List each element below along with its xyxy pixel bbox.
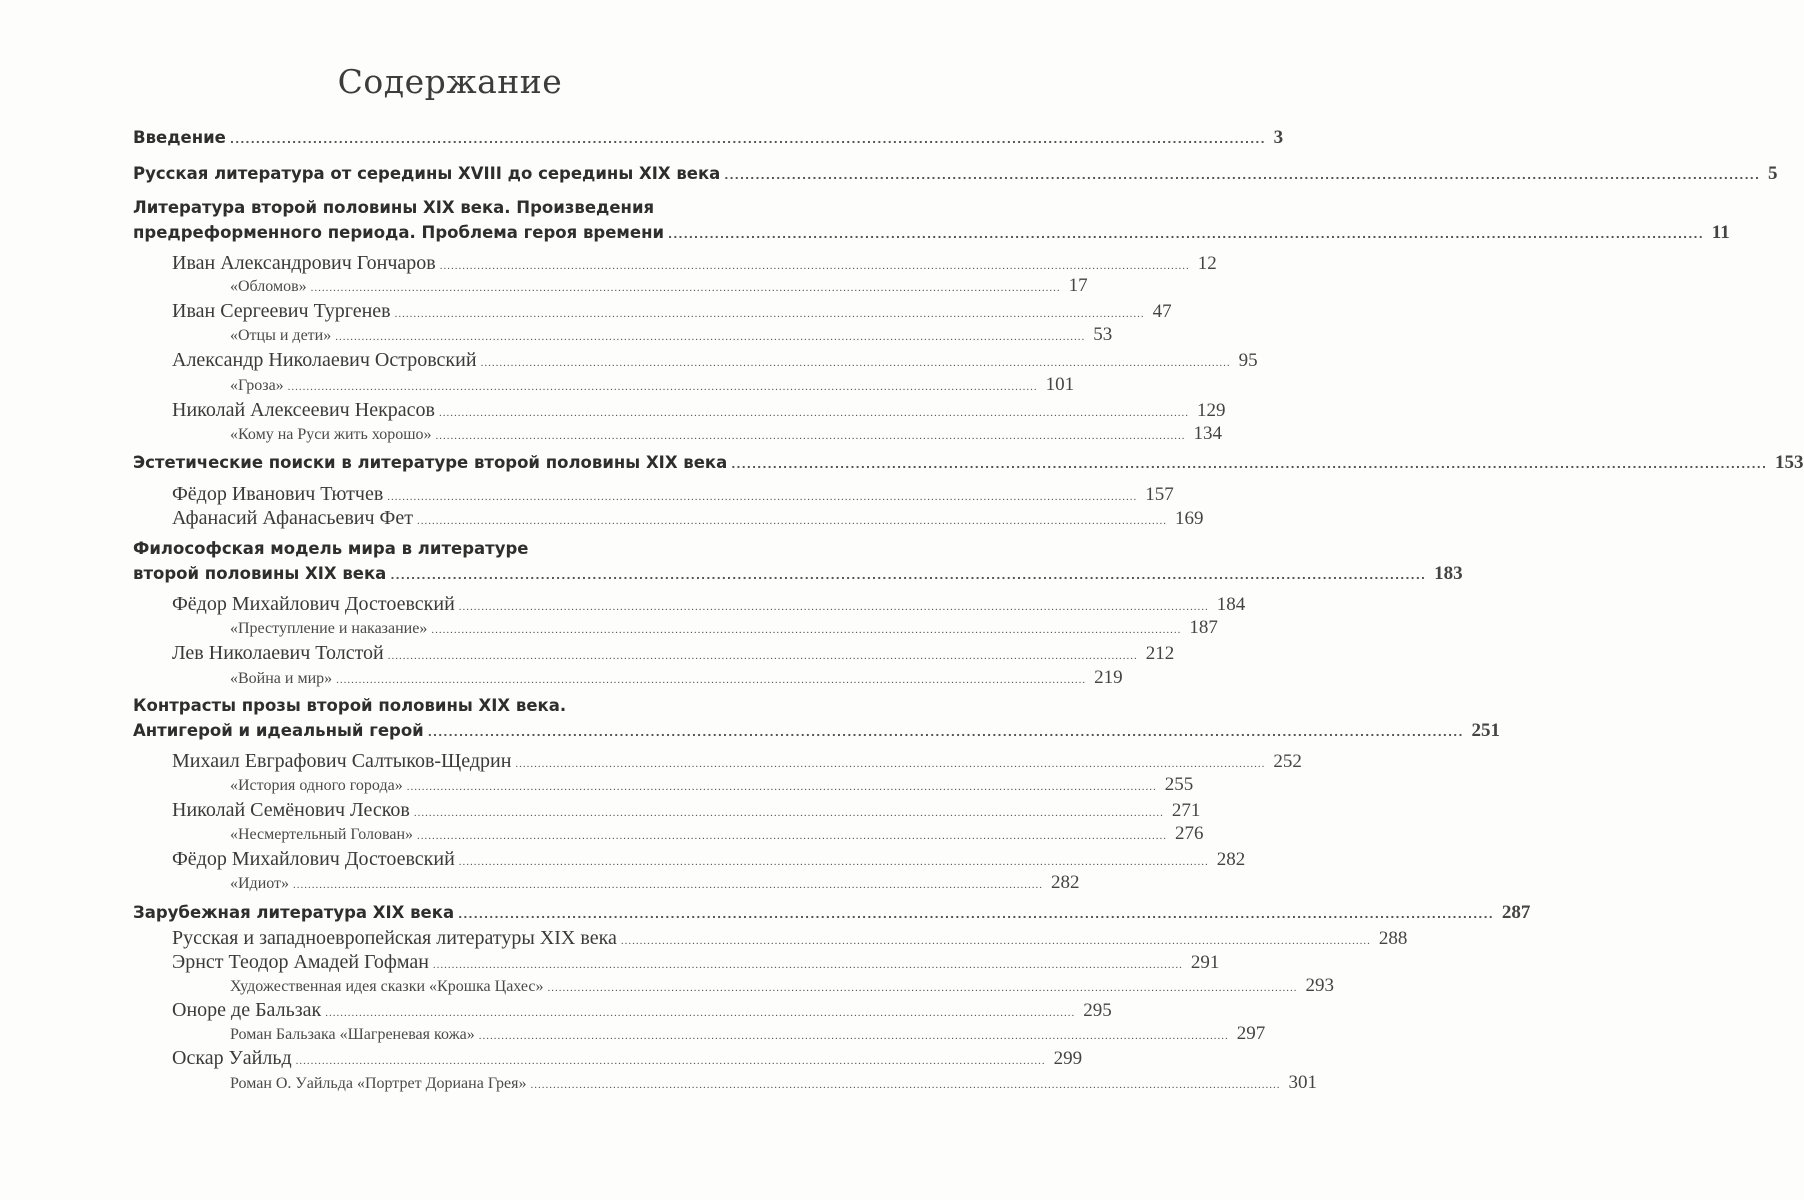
toc-entry-title: Оскар Уайльд (172, 1047, 292, 1069)
toc-section[interactable] (133, 561, 1463, 587)
toc-entry-title: Фёдор Иванович Тютчев (172, 483, 384, 505)
page-number: 184 (1216, 594, 1246, 615)
page-number: 157 (1145, 484, 1174, 505)
page-number: 187 (1189, 617, 1218, 638)
toc-section[interactable] (133, 125, 1284, 151)
toc-entry[interactable] (172, 640, 1175, 666)
dot-leader: ........................................................................................................................................................................................................ (394, 308, 1145, 320)
page-number: 53 (1093, 324, 1113, 345)
toc-entry[interactable] (172, 949, 1220, 975)
toc-entry[interactable] (230, 322, 1113, 348)
dot-leader: ........................................................................................................................................................................................................ (416, 515, 1167, 527)
toc-entry-title: «Идиот» (230, 875, 290, 892)
toc-entry-title: «Обломов» (230, 278, 307, 295)
toc-entry[interactable] (172, 846, 1246, 872)
toc-entry-title: Роман О. Уайльда «Портрет Дориана Грея» (230, 1075, 527, 1092)
toc-entry-title: Лев Николаевич Толстой (172, 642, 384, 664)
toc-entry[interactable] (230, 273, 1088, 299)
toc-entry[interactable] (230, 772, 1194, 798)
page-number: 255 (1164, 774, 1194, 795)
dot-leader: ........................................................................................................................................................................................................ (325, 1007, 1076, 1019)
toc-entry[interactable] (172, 997, 1112, 1023)
toc-heading-first-line: Философская модель мира в литературе (133, 539, 529, 558)
toc-section[interactable] (133, 161, 1778, 187)
toc-entry[interactable] (172, 748, 1302, 774)
toc-entry-title: второй половины XIX века (133, 564, 387, 583)
page-number: 293 (1305, 975, 1335, 996)
toc-entry-title: Фёдор Михайлович Достоевский (172, 593, 455, 615)
page-number: 95 (1238, 350, 1258, 371)
toc-entry[interactable] (230, 615, 1218, 641)
toc-section[interactable] (133, 450, 1804, 476)
dot-leader: ........................................................................................................................................................................................................ (458, 601, 1209, 613)
toc-entry-title: Михаил Евграфович Салтыков-Щедрин (172, 750, 512, 772)
page-number: 252 (1273, 751, 1302, 772)
toc-entry-title: Зарубежная литература XIX века (133, 903, 455, 922)
toc-entry[interactable] (230, 973, 1335, 999)
dot-leader: ........................................................................................................................................................................................................ (547, 982, 1298, 994)
dot-leader: ........................................................................................................................................................................................................ (515, 758, 1266, 770)
dot-leader: ........................................................................................................................................................................................................ (439, 260, 1190, 272)
dot-leader: ........................................................................................................................................................................................................ (427, 726, 1464, 739)
page-number: 282 (1216, 849, 1246, 870)
toc-entry-title: «Гроза» (230, 377, 284, 394)
toc-entry-title: «Война и мир» (230, 670, 333, 687)
dot-leader: ........................................................................................................................................................................................................ (417, 830, 1168, 842)
dot-leader: ........................................................................................................................................................................................................ (336, 674, 1087, 686)
dot-leader: ........................................................................................................................................................................................................ (731, 458, 1767, 471)
toc-entry-title: Введение (133, 128, 226, 147)
dot-leader: ........................................................................................................................................................................................................ (620, 935, 1371, 947)
toc-entry[interactable] (230, 1021, 1266, 1047)
toc-entry-title: Николай Алексеевич Некрасов (172, 399, 435, 421)
page-number: 287 (1501, 902, 1531, 923)
dot-leader: ........................................................................................................................................................................................................ (724, 169, 1761, 182)
dot-leader: ........................................................................................................................................................................................................ (310, 282, 1061, 294)
page-number: 169 (1174, 508, 1204, 529)
page-title: Содержание (337, 62, 563, 101)
toc-entry-title: «Отцы и дети» (230, 327, 332, 344)
dot-leader: ........................................................................................................................................................................................................ (287, 381, 1038, 393)
toc-entry-title: Иван Сергеевич Тургенев (172, 300, 391, 322)
toc-section[interactable] (133, 718, 1500, 744)
toc-entry-title: Художественная идея сказки «Крошка Цахес» (230, 978, 544, 995)
page-number: 276 (1175, 823, 1204, 844)
toc-entry-title: «История одного города» (230, 777, 403, 794)
toc-entry-title: Эстетические поиски в литературе второй половины XIX века (133, 453, 728, 472)
toc-entry[interactable] (172, 1045, 1083, 1071)
dot-leader: ........................................................................................................................................................................................................ (478, 1030, 1229, 1042)
dot-leader: ........................................................................................................................................................................................................ (435, 430, 1186, 442)
dot-leader: ........................................................................................................................................................................................................ (295, 1055, 1046, 1067)
dot-leader: ........................................................................................................................................................................................................ (390, 569, 1427, 582)
toc-entry-title: Иван Александрович Гончаров (172, 252, 436, 274)
page-number: 301 (1288, 1072, 1318, 1093)
page-number: 299 (1053, 1048, 1083, 1069)
toc-entry[interactable] (230, 1070, 1318, 1096)
toc-entry-title: предреформенного периода. Проблема героя времени (133, 223, 665, 242)
page-number: 251 (1471, 720, 1500, 741)
page-number: 153 (1775, 452, 1804, 473)
toc-entry[interactable] (230, 421, 1223, 447)
dot-leader: ........................................................................................................................................................................................................ (432, 959, 1183, 971)
toc-entry-title: «Преступление и наказание» (230, 620, 428, 637)
toc-entry[interactable] (172, 925, 1408, 951)
dot-leader: ........................................................................................................................................................................................................ (530, 1079, 1281, 1091)
toc-entry-title: Оноре де Бальзак (172, 999, 322, 1021)
toc-entry-title: «Кому на Руси жить хорошо» (230, 426, 432, 443)
dot-leader: ........................................................................................................................................................................................................ (480, 357, 1231, 369)
page-number: 17 (1068, 275, 1088, 296)
page-number: 129 (1196, 400, 1226, 421)
page-number: 291 (1190, 952, 1220, 973)
page-number: 183 (1434, 563, 1463, 584)
toc-entry-title: Афанасий Афанасьевич Фет (172, 507, 413, 529)
page-number: 212 (1145, 643, 1175, 664)
toc-entry-title: «Несмертельный Голован» (230, 826, 414, 843)
toc-entry-title: Роман Бальзака «Шагреневая кожа» (230, 1026, 475, 1043)
page-number: 271 (1171, 800, 1201, 821)
toc-entry[interactable] (230, 372, 1075, 398)
toc-entry[interactable] (172, 591, 1246, 617)
page-number: 295 (1083, 1000, 1112, 1021)
toc-entry[interactable] (230, 821, 1204, 847)
toc-section[interactable] (133, 220, 1730, 246)
toc-entry[interactable] (172, 481, 1174, 507)
dot-leader: ........................................................................................................................................................................................................ (458, 856, 1209, 868)
toc-entry-title: Эрнст Теодор Амадей Гофман (172, 951, 429, 973)
toc-entry[interactable] (172, 797, 1201, 823)
dot-leader: ........................................................................................................................................................................................................ (438, 407, 1189, 419)
toc-entry-title: Александр Николаевич Островский (172, 349, 477, 371)
dot-leader: ........................................................................................................................................................................................................ (387, 650, 1138, 662)
page-number: 134 (1193, 423, 1223, 444)
page-number: 282 (1051, 872, 1080, 893)
toc-entry[interactable] (172, 347, 1258, 373)
dot-leader: ........................................................................................................................................................................................................ (458, 908, 1494, 921)
toc-heading-first-line: Литература второй половины XIX века. Произведения (133, 198, 655, 217)
toc-heading-first-line: Контрасты прозы второй половины XIX века. (133, 696, 567, 715)
page-number: 219 (1094, 667, 1123, 688)
dot-leader: ........................................................................................................................................................................................................ (406, 781, 1157, 793)
toc-entry-title: Николай Семёнович Лесков (172, 799, 410, 821)
page-number: 101 (1045, 374, 1075, 395)
page-number: 297 (1236, 1023, 1266, 1044)
toc-entry[interactable] (172, 505, 1204, 531)
dot-leader: ........................................................................................................................................................................................................ (293, 879, 1044, 891)
toc-entry-title: Русская и западноевропейская литературы XIX века (172, 927, 617, 949)
toc-entry[interactable] (230, 665, 1123, 691)
toc-entry[interactable] (172, 298, 1172, 324)
toc-entry[interactable] (172, 397, 1226, 423)
dot-leader: ........................................................................................................................................................................................................ (229, 133, 1266, 146)
page-number: 12 (1197, 253, 1217, 274)
dot-leader: ........................................................................................................................................................................................................ (335, 331, 1086, 343)
toc-entry[interactable] (230, 870, 1080, 896)
dot-leader: ........................................................................................................................................................................................................ (413, 807, 1164, 819)
toc-entry-title: Антигерой и идеальный герой (133, 721, 424, 740)
page-number: 3 (1273, 127, 1284, 148)
dot-leader: ........................................................................................................................................................................................................ (387, 491, 1138, 503)
dot-leader: ........................................................................................................................................................................................................ (431, 624, 1182, 636)
toc-section[interactable] (133, 900, 1531, 926)
dot-leader: ........................................................................................................................................................................................................ (668, 228, 1704, 241)
page-number: 47 (1152, 301, 1172, 322)
page-number: 11 (1711, 222, 1730, 243)
page-number: 5 (1768, 163, 1778, 184)
page-number: 288 (1378, 928, 1408, 949)
toc-entry-title: Русская литература от середины XVIII до середины XIX века (133, 164, 721, 183)
toc-entry-title: Фёдор Михайлович Достоевский (172, 848, 455, 870)
